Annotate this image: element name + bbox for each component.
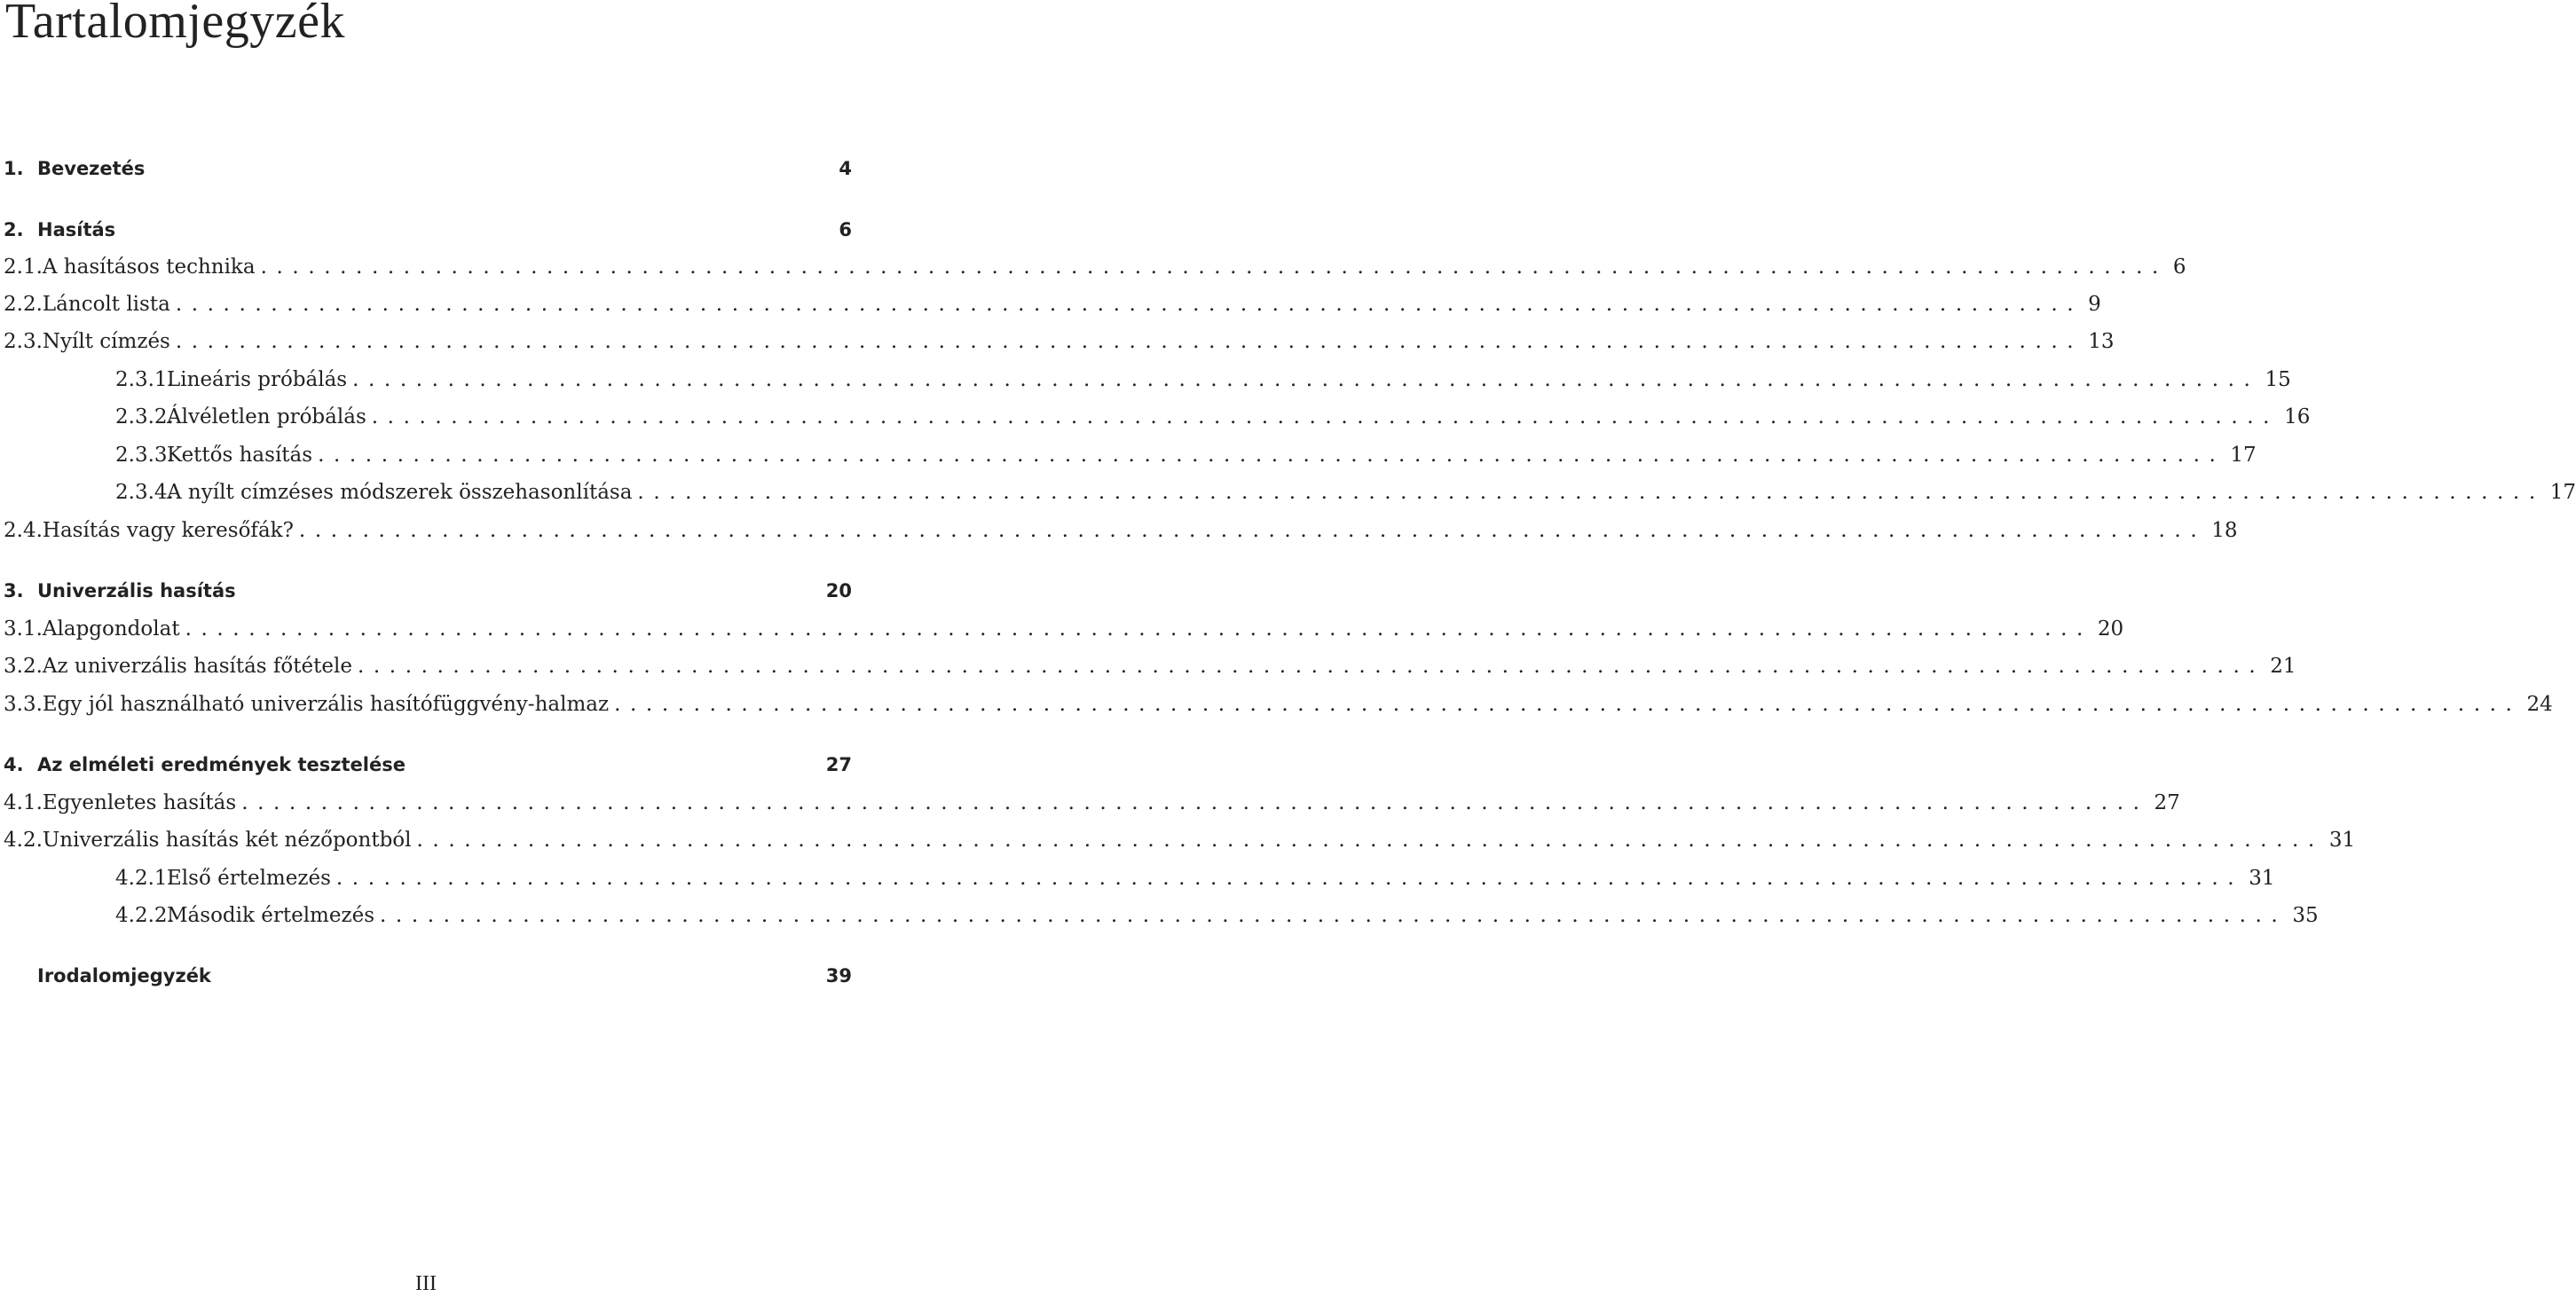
section-number: 3.3.: [4, 693, 43, 716]
page-ref: 21: [2270, 655, 2296, 678]
chapter-title: Az elméleti eredmények tesztelése: [37, 754, 406, 775]
section-number: 2.4.: [4, 519, 43, 542]
chapter-number: 4.: [4, 754, 24, 775]
page-ref: 17: [2549, 481, 2576, 504]
chapter-number: 3.: [4, 580, 24, 601]
page-number: III: [415, 1272, 437, 1295]
section-title: Egyenletes hasítás: [42, 791, 237, 814]
section-number: 3.1.: [4, 617, 43, 641]
chapter-title: Hasítás: [37, 219, 116, 240]
page-ref: 27: [825, 754, 852, 775]
page-ref: 20: [2097, 617, 2124, 641]
chapter-title: Bevezetés: [37, 158, 146, 179]
section-title: Alapgondolat: [42, 617, 180, 641]
toc-section-4-1[interactable]: [0, 790, 2180, 816]
dot-leader: ........................................................................................................................: [318, 444, 2225, 467]
toc-section-3-2[interactable]: [0, 653, 2296, 680]
section-title: Láncolt lista: [42, 293, 170, 316]
page-ref: 4: [839, 158, 852, 179]
subsection-number: 2.3.1.: [115, 368, 174, 391]
dot-leader: ........................................................................................................................: [371, 405, 2280, 428]
page-ref: 9: [2088, 293, 2101, 316]
subsection-title: A nyílt címzéses módszerek összehasonlítása: [167, 481, 633, 504]
dot-leader: ........................................................................................................................: [175, 293, 2084, 316]
subsection-number: 2.3.2.: [115, 405, 174, 428]
page-ref: 17: [2230, 444, 2257, 467]
page-ref: 24: [2526, 693, 2553, 716]
page-ref: 39: [825, 965, 852, 987]
toc-section-3-1[interactable]: [0, 616, 2124, 642]
subsection-title: Második értelmezés: [167, 904, 375, 927]
section-title: A hasításos technika: [42, 255, 256, 279]
dot-leader: ........................................................................................................................: [175, 330, 2084, 353]
page-ref: 6: [839, 219, 852, 240]
section-number: 3.2.: [4, 655, 43, 678]
dot-leader: ........................................................................................................................: [241, 791, 2149, 814]
subsection-title: Álvéletlen próbálás: [167, 405, 366, 428]
dot-leader: ........................................................................................................................: [352, 368, 2260, 391]
dot-leader: ........................................................................................................................: [637, 481, 2545, 504]
page-ref: 20: [825, 580, 852, 601]
dot-leader: ........................................................................................................................: [335, 867, 2244, 890]
page-ref: 27: [2154, 791, 2180, 814]
toc-chapter-4[interactable]: [0, 751, 852, 778]
toc-section-3-3[interactable]: [0, 691, 2553, 718]
chapter-title: Univerzális hasítás: [37, 580, 236, 601]
dot-leader: ........................................................................................................................: [380, 904, 2288, 927]
section-title: Nyílt címzés: [42, 330, 170, 353]
section-title: Hasítás vagy keresőfák?: [42, 519, 294, 542]
toc-section-2-1[interactable]: [0, 254, 2186, 280]
dot-leader: ........................................................................................................................: [416, 829, 2324, 852]
subsection-number: 4.2.1.: [115, 867, 174, 890]
toc-chapter-1[interactable]: [0, 155, 852, 182]
subsection-number: 2.3.3.: [115, 444, 174, 467]
section-number: 4.1.: [4, 791, 43, 814]
subsection-title: Első értelmezés: [167, 867, 331, 890]
toc-chapter-3[interactable]: [0, 578, 852, 604]
dot-leader: ........................................................................................................................: [357, 655, 2265, 678]
page-ref: 31: [2328, 829, 2356, 852]
chapter-number: 2.: [4, 219, 24, 240]
page-ref: 13: [2088, 330, 2115, 353]
toc-subsection-2-3-3[interactable]: [0, 442, 2257, 468]
section-title: Univerzális hasítás két nézőpontból: [42, 829, 412, 852]
subsection-title: Kettős hasítás: [167, 444, 313, 467]
page-ref: 31: [2249, 867, 2275, 890]
toc-subsection-4-2-1[interactable]: [0, 865, 2275, 892]
subsection-number: 4.2.2.: [115, 904, 174, 927]
section-number: 2.2.: [4, 293, 43, 316]
toc-subsection-2-3-4[interactable]: [0, 479, 2576, 506]
toc-section-2-3[interactable]: [0, 328, 2115, 355]
section-number: 2.3.: [4, 330, 43, 353]
dot-leader: ........................................................................................................................: [185, 617, 2092, 641]
page-ref: 16: [2284, 405, 2311, 428]
bibliography-title: Irodalomjegyzék: [37, 965, 211, 987]
dot-leader: ........................................................................................................................: [614, 693, 2522, 716]
section-number: 2.1.: [4, 255, 43, 279]
section-title: Egy jól használható univerzális hasítófüggvény-halmaz: [42, 693, 610, 716]
dot-leader: ........................................................................................................................: [260, 255, 2168, 279]
toc-chapter-2[interactable]: [0, 216, 852, 243]
page-ref: 35: [2292, 904, 2319, 927]
page-ref: 15: [2265, 368, 2291, 391]
page-title: Tartalomjegyzék: [5, 0, 345, 49]
toc-subsection-4-2-2[interactable]: [0, 902, 2319, 929]
section-number: 4.2.: [4, 829, 43, 852]
toc-section-2-4[interactable]: [0, 517, 2238, 544]
toc-subsection-2-3-2[interactable]: [0, 404, 2311, 430]
toc-section-4-2[interactable]: [0, 827, 2356, 853]
chapter-number: 1.: [4, 158, 24, 179]
page-ref: 18: [2211, 519, 2238, 542]
subsection-number: 2.3.4.: [115, 481, 174, 504]
toc-bibliography[interactable]: [0, 963, 852, 989]
dot-leader: ........................................................................................................................: [298, 519, 2207, 542]
toc-subsection-2-3-1[interactable]: [0, 366, 2291, 393]
page-ref: 6: [2172, 255, 2186, 279]
toc-section-2-2[interactable]: [0, 291, 2101, 318]
subsection-title: Lineáris próbálás: [167, 368, 348, 391]
section-title: Az univerzális hasítás főtétele: [42, 655, 352, 678]
